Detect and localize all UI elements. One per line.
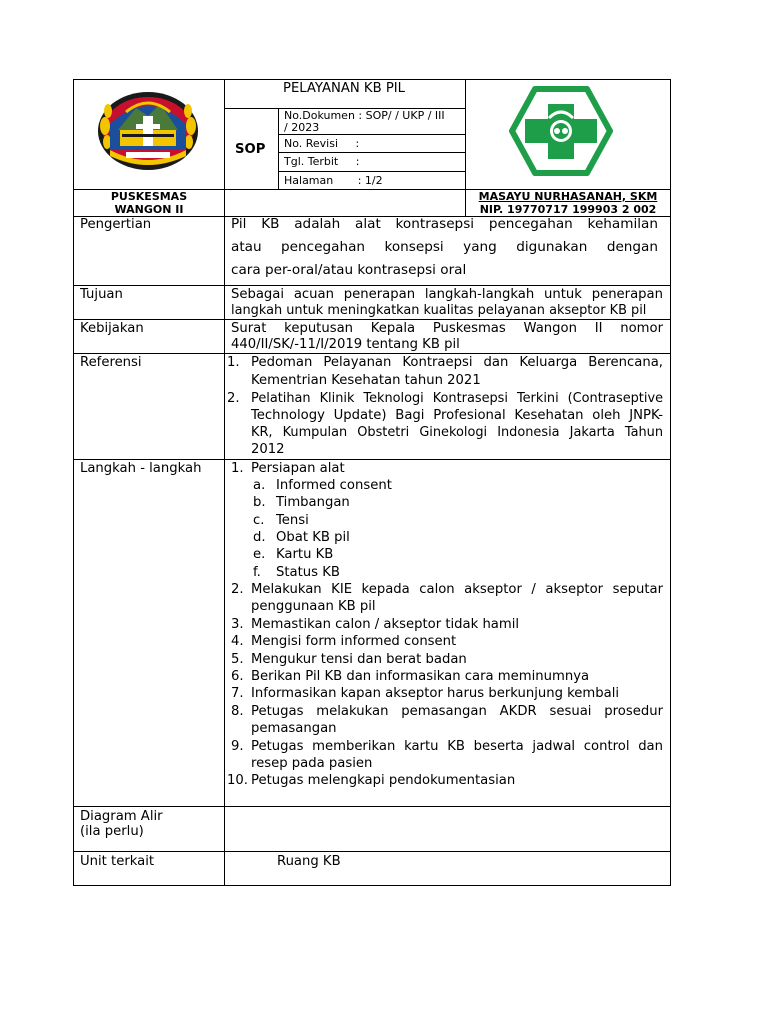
referensi-label: Referensi <box>80 355 142 370</box>
step-2-line-2: penggunaan KB pil <box>251 599 376 614</box>
no-dokumen-line1: No.Dokumen : SOP/ / UKP / III <box>284 109 445 122</box>
halaman: Halaman : 1/2 <box>284 174 383 187</box>
step-7-text: Informasikan kapan akseptor harus berkunjung kembali <box>251 686 620 701</box>
step-2-line-1: Melakukan KIE kepada calon akseptor / akseptor seputar <box>251 582 663 597</box>
org-name-line1: PUSKESMAS <box>110 190 188 203</box>
step-5-text: Mengukur tensi dan berat badan <box>251 652 467 667</box>
step-3-text: Memastikan calon / akseptor tidak hamil <box>251 617 520 632</box>
step-5-num: 5. <box>231 652 244 667</box>
referensi-1-line-1: Pedoman Pelayanan Kontraepsi dan Keluarga Berencana, <box>251 355 663 370</box>
sub-item-c-text: Tensi <box>276 513 309 528</box>
step-1-text: Persiapan alat <box>251 461 345 476</box>
step-10-text: Petugas melengkapi pendokumentasian <box>251 773 516 788</box>
signatory-name: MASAYU NURHASANAH, SKM <box>478 190 658 203</box>
pengertian-label: Pengertian <box>80 217 152 232</box>
no-dokumen-line2: / 2023 <box>284 121 320 134</box>
puskesmas-emblem-logo <box>96 86 200 172</box>
step-10-num: 10. <box>227 773 248 788</box>
no-revisi: No. Revisi : <box>284 137 360 150</box>
step-4-text: Mengisi form informed consent <box>251 634 457 649</box>
sop-label: SOP <box>235 142 266 157</box>
document-title: PELAYANAN KB PIL <box>283 81 406 96</box>
step-7-num: 7. <box>231 686 244 701</box>
referensi-2-line-2: Technology Update) Bagi Profesional Kesehatan oleh JNPK- <box>251 408 663 423</box>
kebijakan-label: Kebijakan <box>80 321 144 336</box>
tujuan-line-1: Sebagai acuan penerapan langkah-langkah untuk penerapan <box>231 287 663 302</box>
tujuan-line-2: langkah untuk meningkatkan kualitas pelayanan akseptor KB pil <box>231 303 647 318</box>
sub-item-b-num: b. <box>253 495 266 510</box>
signatory-nip: NIP. 19770717 199903 2 002 <box>479 203 657 216</box>
referensi-2-line-3: KR, Kumpulan Obstetri Ginekologi Indonesia Jakarta Tahun <box>251 425 663 440</box>
step-9-line-2: resep pada pasien <box>251 756 373 771</box>
sub-item-d-num: d. <box>253 530 266 545</box>
referensi-num-1: 1. <box>227 355 240 370</box>
langkah-label: Langkah - langkah <box>80 461 202 476</box>
step-9-num: 9. <box>231 739 244 754</box>
step-9-line-1: Petugas memberikan kartu KB beserta jadwal control dan <box>251 739 663 754</box>
sub-item-d-text: Obat KB pil <box>276 530 350 545</box>
pengertian-line-2: atau pencegahan konsepsi yang digunakan dengan <box>231 239 658 255</box>
referensi-2-line-1: Pelatihan Klinik Teknologi Kontrasepsi Terkini (Contraseptive <box>251 391 663 406</box>
diagram-label-line1: Diagram Alir <box>80 809 163 824</box>
sub-item-b-text: Timbangan <box>276 495 350 510</box>
kebijakan-line-2: 440/II/SK/-11/I/2019 tentang KB pil <box>231 337 460 352</box>
step-1-num: 1. <box>231 461 244 476</box>
sub-item-a-text: Informed consent <box>276 478 392 493</box>
step-8-num: 8. <box>231 704 244 719</box>
step-8-line-2: pemasangan <box>251 721 337 736</box>
step-6-text: Berikan Pil KB dan informasikan cara meminumnya <box>251 669 590 684</box>
sub-item-f-num: f. <box>253 565 261 580</box>
referensi-2-line-4: 2012 <box>251 442 285 457</box>
tujuan-label: Tujuan <box>80 287 123 302</box>
referensi-1-line-2: Kementrian Kesehatan tahun 2021 <box>251 373 481 388</box>
step-6-num: 6. <box>231 669 244 684</box>
tgl-terbit: Tgl. Terbit : <box>284 155 360 168</box>
org-name-line2: WANGON II <box>114 203 184 216</box>
sub-item-e-num: e. <box>253 547 266 562</box>
diagram-label-line2: (ila perlu) <box>80 824 144 839</box>
pengertian-line-3: cara per-oral/atau kontrasepsi oral <box>231 262 467 278</box>
referensi-num-2: 2. <box>227 391 240 406</box>
unit-terkait-label: Unit terkait <box>80 854 155 869</box>
puskesmas-cross-logo <box>509 86 613 176</box>
sub-item-c-num: c. <box>253 513 265 528</box>
pengertian-line-1: Pil KB adalah alat kontrasepsi pencegahan kehamilan <box>231 216 658 232</box>
step-2-num: 2. <box>231 582 244 597</box>
sub-item-e-text: Kartu KB <box>276 547 334 562</box>
step-8-line-1: Petugas melakukan pemasangan AKDR sesuai prosedur <box>251 704 663 719</box>
step-4-num: 4. <box>231 634 244 649</box>
step-3-num: 3. <box>231 617 244 632</box>
sub-item-f-text: Status KB <box>276 565 340 580</box>
unit-terkait-value: Ruang KB <box>277 854 341 869</box>
kebijakan-line-1: Surat keputusan Kepala Puskesmas Wangon II nomor <box>231 321 663 336</box>
sub-item-a-num: a. <box>253 478 266 493</box>
